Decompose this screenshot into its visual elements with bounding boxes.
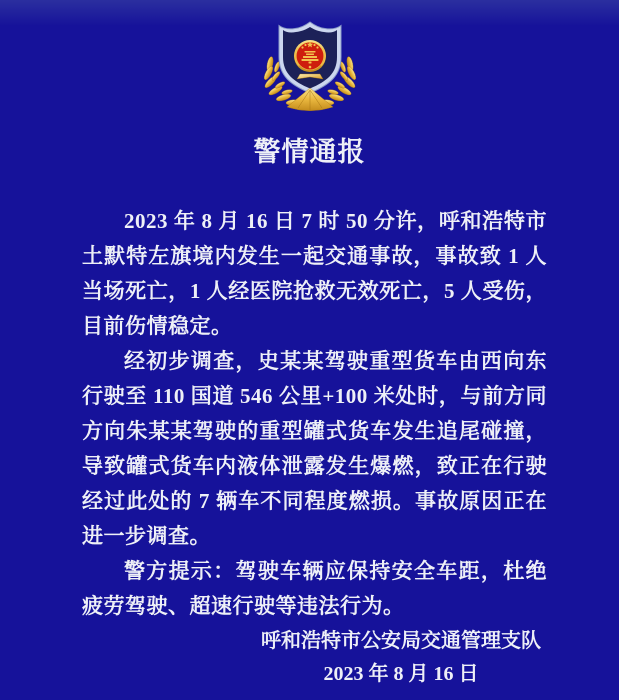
wreath-base bbox=[287, 88, 333, 111]
paragraph-investigation-details: 经初步调查，史某某驾驶重型货车由西向东行驶至 110 国道 546 公里+100 米处时，与前方同方向朱某某驾驶的重型罐式货车发生追尾碰撞，导致罐式货车内液体泄露发生爆燃，致正在行驶经过此处的 7 辆车不同程度燃损。事故原因正在进一步调查。 bbox=[82, 349, 547, 549]
national-emblem bbox=[294, 40, 326, 72]
paragraph-police-reminder: 警方提示：驾驶车辆应保持安全车距，杜绝疲劳驾驶、超速行驶等违法行为。 bbox=[82, 559, 547, 619]
issue-date: 2023 年 8 月 16 日 bbox=[323, 663, 479, 686]
paragraph-incident-summary: 2023 年 8 月 16 日 7 时 50 分许，呼和浩特市土默特左旗境内发生一起交通事故，事故致 1 人当场死亡，1 人经医院抢救无效死亡，5 人受伤，目前伤情稳定。 bbox=[82, 209, 547, 339]
issuer-name: 呼和浩特市公安局交通管理支队 bbox=[261, 630, 541, 653]
notice-title: 警情通报 bbox=[253, 137, 366, 167]
notice-body bbox=[0, 204, 619, 619]
police-badge-icon bbox=[253, 15, 367, 115]
signature-block bbox=[261, 629, 541, 686]
